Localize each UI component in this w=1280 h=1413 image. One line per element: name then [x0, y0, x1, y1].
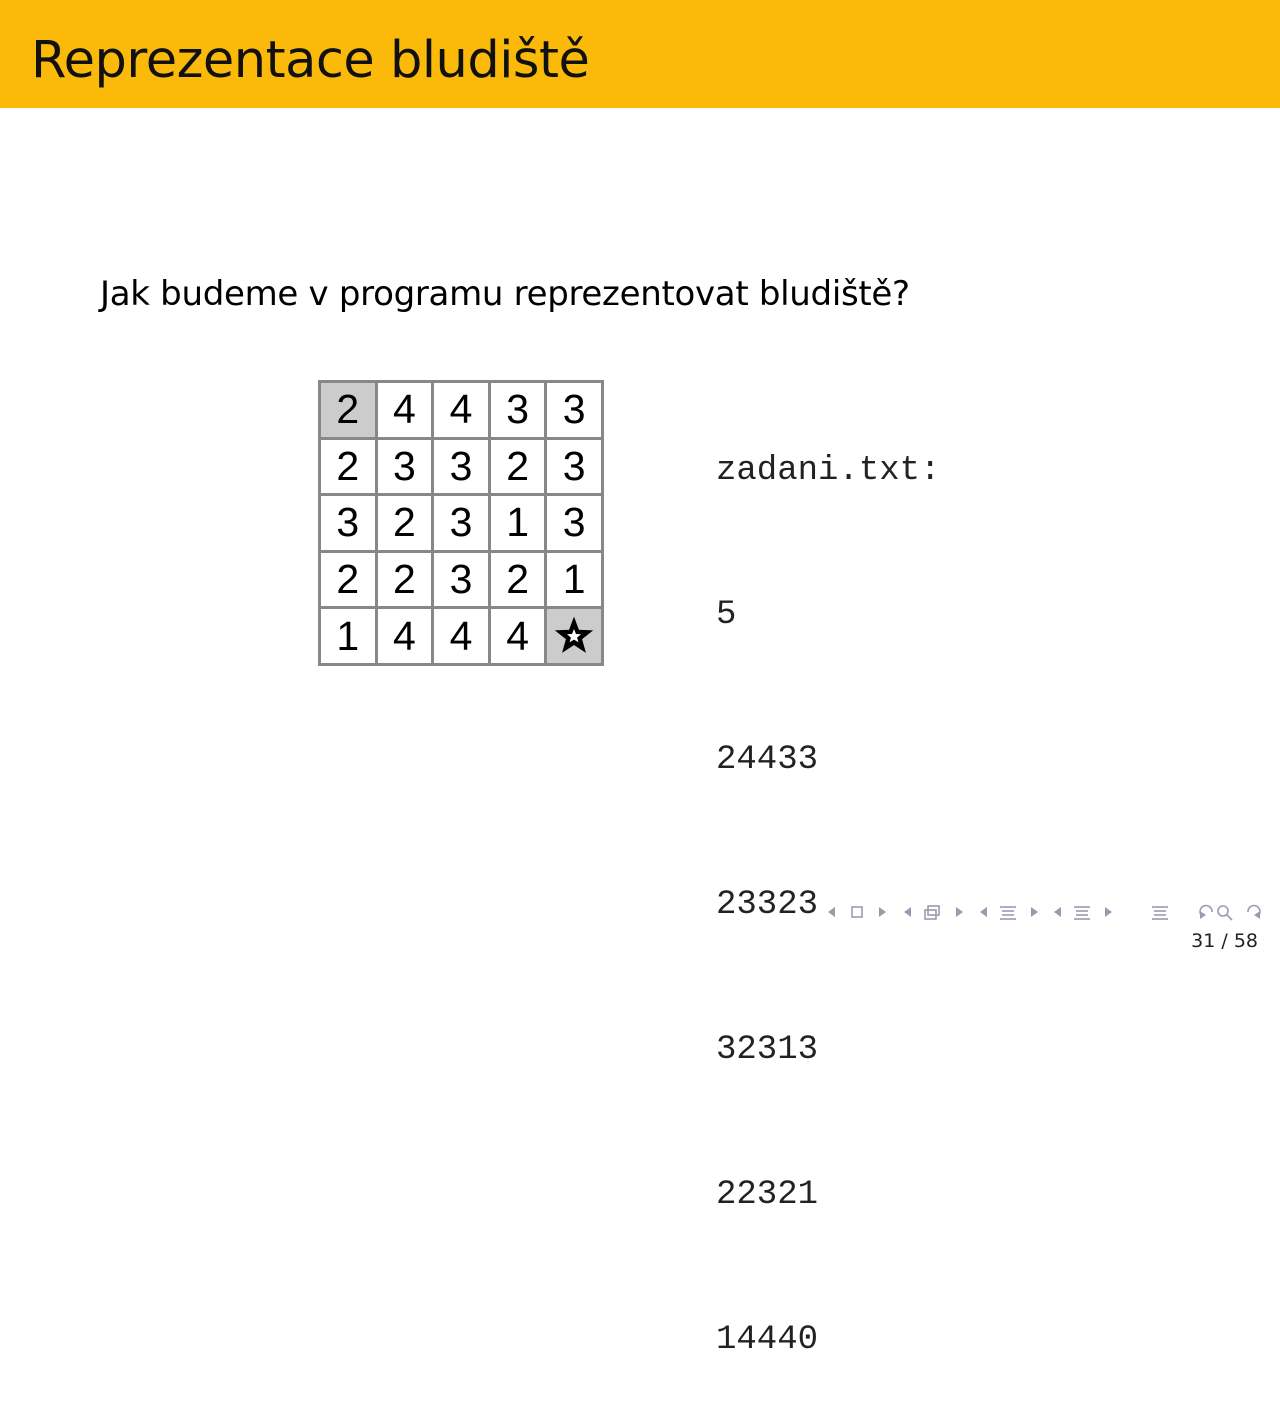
maze-cell: 3: [547, 383, 601, 437]
maze-cell: 4: [434, 609, 488, 663]
prev-subsection-icon[interactable]: [904, 907, 911, 917]
maze-cell: 4: [491, 609, 545, 663]
input-file-listing: [716, 350, 940, 1413]
maze-cell: 1: [321, 609, 375, 663]
file-line: 24433: [716, 741, 819, 780]
maze-cell: 1: [491, 496, 545, 550]
star-icon: [554, 616, 594, 656]
maze-cell: 2: [378, 553, 432, 607]
part-icon[interactable]: [1074, 907, 1090, 919]
maze-cell: 2: [491, 440, 545, 494]
prev-frame-icon[interactable]: [828, 907, 835, 917]
next-subsection-icon[interactable]: [956, 907, 963, 917]
maze-cell: 3: [321, 496, 375, 550]
maze-cell: 3: [547, 440, 601, 494]
frame-icon[interactable]: [852, 907, 862, 917]
maze-cell-start: 2: [321, 383, 375, 437]
maze-cell: 2: [491, 553, 545, 607]
search-icon[interactable]: [1218, 906, 1232, 920]
maze-cell: 3: [547, 496, 601, 550]
beamer-navigation: [826, 900, 1272, 926]
section-icon[interactable]: [1000, 907, 1016, 919]
maze-cell: 4: [378, 609, 432, 663]
file-line: 22321: [716, 1176, 819, 1215]
prev-section-icon[interactable]: [980, 907, 987, 917]
file-line: 5: [716, 596, 737, 635]
title-bar: [0, 0, 1280, 108]
maze-cell: 4: [434, 383, 488, 437]
slide-title: Reprezentace bludiště: [31, 31, 590, 90]
maze-cell: 3: [434, 553, 488, 607]
file-line: 23323: [716, 886, 819, 925]
maze-cell: 2: [321, 440, 375, 494]
back-icon[interactable]: [1200, 906, 1212, 919]
maze-cell-goal: [547, 609, 601, 663]
maze-cell: 2: [378, 496, 432, 550]
maze-cell: 2: [321, 553, 375, 607]
maze-cell: 3: [378, 440, 432, 494]
subsection-icon[interactable]: [925, 906, 939, 919]
file-name: zadani.txt:: [716, 451, 941, 490]
next-frame-icon[interactable]: [879, 907, 886, 917]
file-line: 32313: [716, 1031, 819, 1070]
prev-part-icon[interactable]: [1054, 907, 1061, 917]
file-line: 14440: [716, 1320, 819, 1359]
next-part-icon[interactable]: [1105, 907, 1112, 917]
maze-cell: 3: [491, 383, 545, 437]
next-section-icon[interactable]: [1031, 907, 1038, 917]
maze-cell: 4: [378, 383, 432, 437]
document-icon[interactable]: [1152, 907, 1168, 919]
forward-icon[interactable]: [1248, 906, 1260, 919]
maze-cell: 3: [434, 440, 488, 494]
maze-cell: 3: [434, 496, 488, 550]
maze-grid: [318, 380, 604, 666]
page-number: 31 / 58: [1191, 930, 1258, 952]
maze-cell: 1: [547, 553, 601, 607]
question-text: Jak budeme v programu reprezentovat bludiště?: [100, 274, 910, 314]
